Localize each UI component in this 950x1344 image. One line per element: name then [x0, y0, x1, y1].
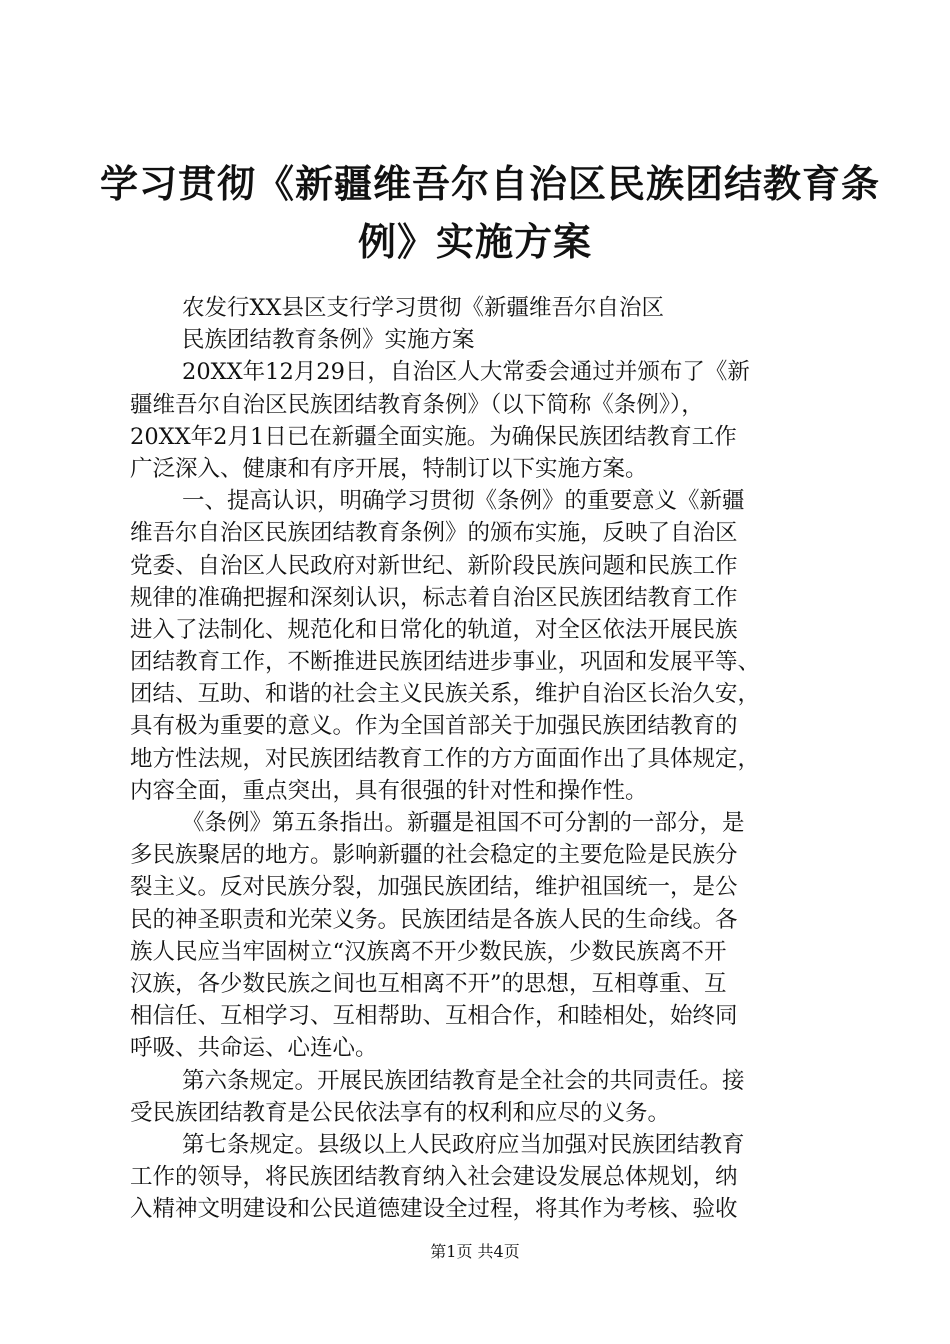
body-text-line: 进入了法制化、规范化和日常化的轨道，对全区依法开展民族: [130, 616, 738, 643]
body-text-line: 地方性法规，对民族团结教育工作的方方面面作出了具体规定，: [130, 745, 761, 772]
body-text-line: 20XX年12月29日，自治区人大常委会通过并颁布了《新: [182, 359, 750, 386]
body-text-line: 民族团结教育条例》实施方案: [182, 327, 475, 354]
body-text-line: 《条例》第五条指出。新疆是祖国不可分割的一部分，是: [182, 810, 745, 836]
body-text-line: 规律的准确把握和深刻认识，标志着自治区民族团结教育工作: [130, 584, 738, 611]
body-text-line: 党委、自治区人民政府对新世纪、新阶段民族问题和民族工作: [130, 552, 738, 579]
body-text-line: 相信任、互相学习、互相帮助、互相合作，和睦相处，始终同: [130, 1003, 738, 1030]
body-text-line: 裂主义。反对民族分裂，加强民族团结，维护祖国统一，是公: [130, 874, 738, 901]
body-text-line: 内容全面，重点突出，具有很强的针对性和操作性。: [130, 777, 648, 804]
document-title-line-2: 例》实施方案: [357, 219, 592, 264]
body-text-line: 广泛深入、健康和有序开展，特制订以下实施方案。: [130, 455, 648, 482]
document-title-line-1: 学习贯彻《新疆维吾尔自治区民族团结教育条: [100, 161, 881, 206]
body-text-line: 一、提高认识，明确学习贯彻《条例》的重要意义《新疆: [182, 488, 745, 515]
body-text-line: 20XX年2月1日已在新疆全面实施。为确保民族团结教育工作: [130, 423, 737, 450]
body-text-line: 族人民应当牢固树立“汉族离不开少数民族，少数民族离不开: [130, 938, 727, 965]
body-text-line: 呼吸、共命运、心连心。: [130, 1035, 378, 1062]
body-text-line: 受民族团结教育是公民依法享有的权利和应尽的义务。: [130, 1099, 671, 1126]
body-text-line: 多民族聚居的地方。影响新疆的社会稳定的主要危险是民族分: [130, 842, 738, 869]
document-body: [130, 292, 830, 1225]
body-text-line: 汉族，各少数民族之间也互相离不开”的思想，互相尊重、互: [130, 970, 727, 997]
body-text-line: 入精神文明建设和公民道德建设全过程，将其作为考核、验收: [130, 1196, 738, 1223]
body-text-line: 团结教育工作，不断推进民族团结进步事业，巩固和发展平等、: [130, 649, 761, 676]
body-text-line: 维吾尔自治区民族团结教育条例》的颁布实施，反映了自治区: [130, 520, 738, 547]
body-text-line: 农发行XX县区支行学习贯彻《新疆维吾尔自治区: [182, 295, 665, 321]
body-text-line: 工作的领导，将民族团结教育纳入社会建设发展总体规划，纳: [130, 1164, 738, 1191]
body-text-line: 疆维吾尔自治区民族团结教育条例》（以下简称《条例》），: [130, 391, 704, 418]
body-text-line: 民的神圣职责和光荣义务。民族团结是各族人民的生命线。各: [130, 906, 738, 933]
body-text-line: 团结、互助、和谐的社会主义民族关系，维护自治区长治久安，: [130, 681, 761, 708]
body-text-line: 第六条规定。开展民族团结教育是全社会的共同责任。接: [182, 1067, 745, 1094]
body-text-line: 第七条规定。县级以上人民政府应当加强对民族团结教育: [182, 1131, 745, 1158]
page-footer: 第1页 共4页: [430, 1242, 520, 1261]
body-text-line: 具有极为重要的意义。作为全国首部关于加强民族团结教育的: [130, 713, 738, 740]
